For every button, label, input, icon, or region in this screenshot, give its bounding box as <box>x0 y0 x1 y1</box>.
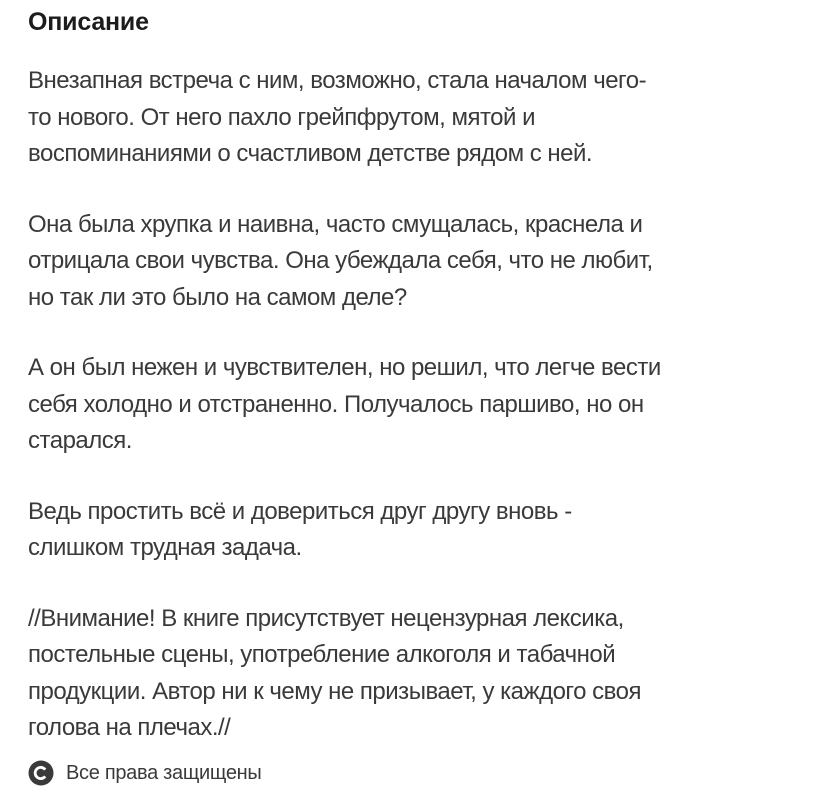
description-paragraph: Внезапная встреча с ним, возможно, стала началом чего- то нового. От него пахло грейпфрутом, мятой и воспоминаниями о счастливом детстве рядом с ней. <box>28 67 647 167</box>
section-title: Описание <box>28 8 149 36</box>
description-paragraph: Ведь простить всё и довериться друг другу вновь - слишком трудная задача. <box>28 497 572 561</box>
copyright-label: Все права защищены <box>66 762 262 784</box>
description-paragraph: А он был нежен и чувствителен, но решил, что легче вести себя холодно и отстраненно. Получалось паршиво, но он старался. <box>28 354 661 454</box>
warning-paragraph: //Внимание! В книге присутствует нецензурная лексика, постельные сцены, употребление алкоголя и табачной продукции. Автор ни к чему не призывает, у каждого своя голова на плечах.// <box>28 604 641 741</box>
description-body <box>28 63 808 747</box>
copyright-notice <box>28 758 261 788</box>
copyright-icon <box>28 760 54 786</box>
description-paragraph: Она была хрупка и наивна, часто смущалась, краснела и отрицала свои чувства. Она убеждала себя, что не любит, но так ли это было на самом деле? <box>28 210 653 311</box>
